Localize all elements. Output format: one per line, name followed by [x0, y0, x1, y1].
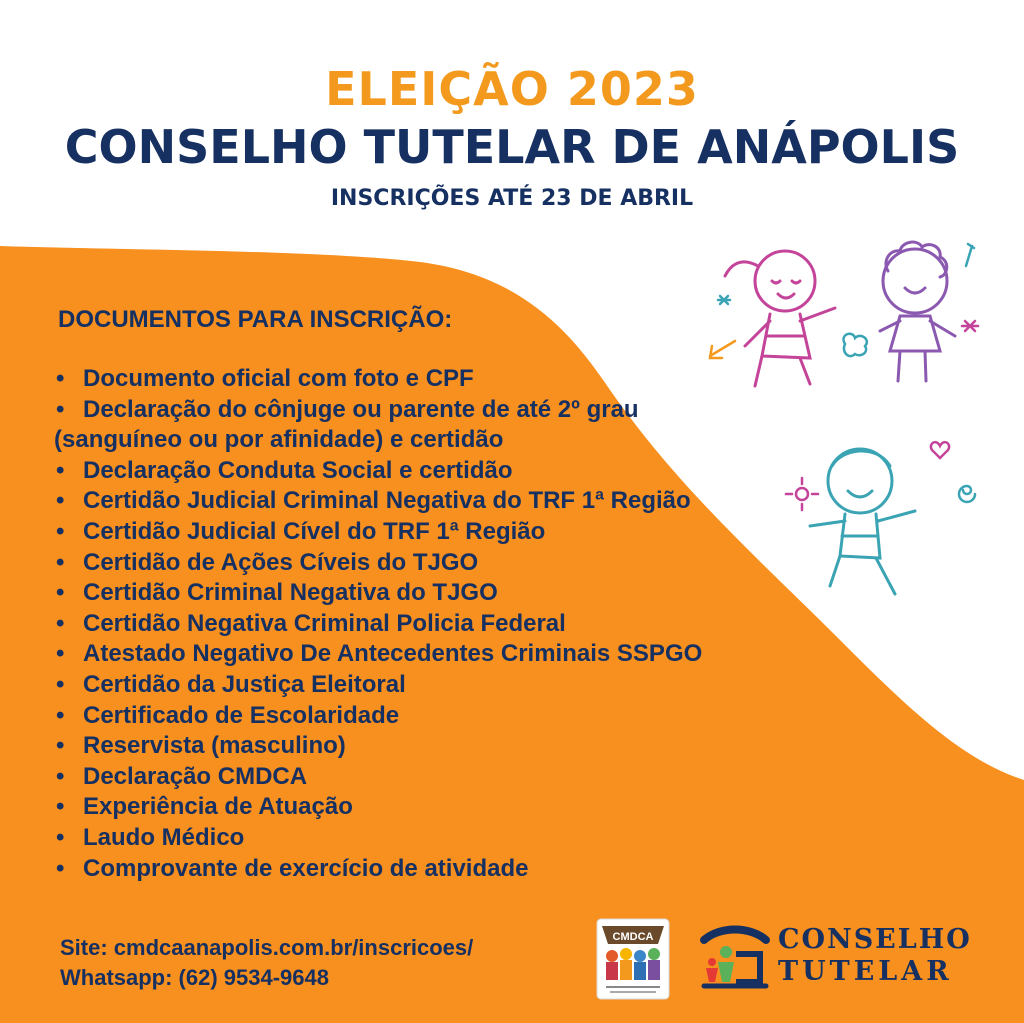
conselho-logo-line1: CONSELHO: [778, 924, 972, 955]
bullet: •: [56, 487, 65, 515]
website-link[interactable]: Site: cmdcaanapolis.com.br/inscricoes/: [60, 935, 474, 960]
bullet: •: [56, 793, 65, 821]
cmdca-logo-text: CMDCA: [612, 931, 654, 943]
list-item: • Declaração do cônjuge ou parente de até 2º grau (sanguíneo ou por afinidade) e certidão: [56, 395, 776, 456]
bullet: •: [56, 365, 65, 392]
list-item: • Atestado Negativo De Antecedentes Criminais SSPGO: [56, 639, 776, 670]
bullet: •: [56, 456, 65, 484]
bullet: •: [56, 548, 65, 576]
documents-heading: DOCUMENTOS PARA INSCRIÇÃO:: [58, 306, 453, 333]
bullet: •: [56, 579, 65, 607]
list-item: • Certidão Judicial Criminal Negativa do TRF 1ª Região: [56, 486, 776, 517]
bullet: •: [56, 670, 65, 698]
whatsapp-contact: Whatsapp: (62) 9534-9648: [60, 965, 329, 990]
bullet: •: [56, 732, 65, 760]
list-item: • Reservista (masculino): [56, 731, 776, 762]
registration-deadline: INSCRIÇÕES ATÉ 23 DE ABRIL: [330, 186, 694, 211]
list-item: • Certidão de Ações Cíveis do TJGO: [56, 548, 776, 579]
bullet: •: [56, 517, 65, 545]
list-item: • Certidão da Justiça Eleitoral: [56, 670, 776, 701]
conselho-tutelar-logo: [700, 922, 770, 990]
list-item-continuation: (sanguíneo ou por afinidade) e certidão: [54, 426, 504, 454]
list-item: • Certificado de Escolaridade: [56, 701, 776, 732]
list-item: • Declaração CMDCA: [56, 762, 776, 793]
bullet: •: [56, 762, 65, 790]
bullet: •: [56, 640, 65, 668]
conselho-logo-line2: TUTELAR: [778, 956, 953, 987]
list-item: • Experiência de Atuação: [56, 792, 776, 823]
list-item: • Comprovante de exercício de atividade: [56, 854, 776, 885]
page-title: CONSELHO TUTELAR DE ANÁPOLIS: [64, 120, 960, 174]
election-year-title: ELEIÇÃO 2023: [325, 62, 699, 116]
cmdca-logo: [596, 918, 670, 1000]
list-item: • Laudo Médico: [56, 823, 776, 854]
bullet: •: [56, 395, 65, 423]
bullet: •: [56, 823, 65, 851]
list-item: • Declaração Conduta Social e certidão: [56, 456, 776, 487]
bullet: •: [56, 609, 65, 637]
list-item: • Certidão Criminal Negativa do TJGO: [56, 578, 776, 609]
list-item: • Certidão Judicial Cível do TRF 1ª Região: [56, 517, 776, 548]
list-item: • Certidão Negativa Criminal Policia Federal: [56, 609, 776, 640]
list-item: • Documento oficial com foto e CPF: [56, 364, 776, 395]
documents-list: [56, 364, 776, 884]
bullet: •: [56, 854, 65, 882]
bullet: •: [56, 701, 65, 729]
